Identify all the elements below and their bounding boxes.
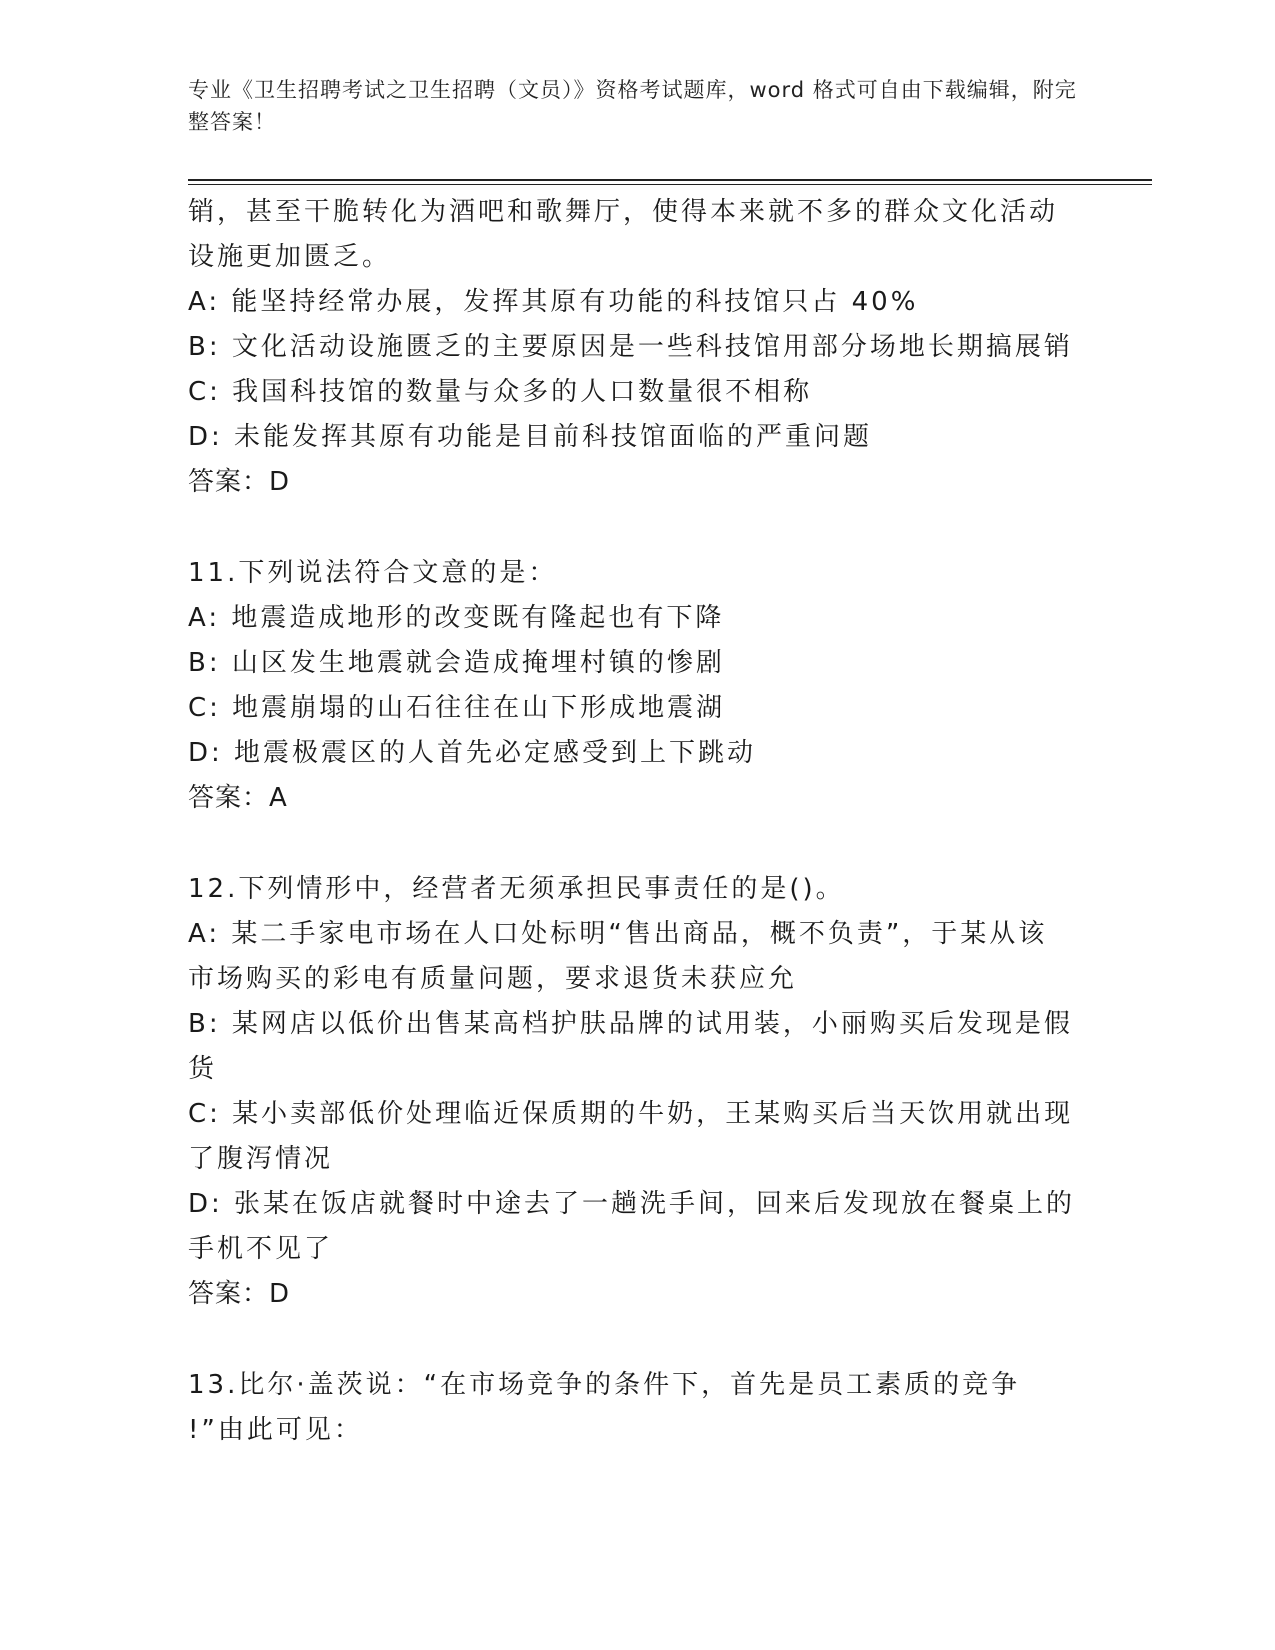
option-d: D: 未能发挥其原有功能是目前科技馆面临的严重问题 [188,422,873,452]
option-c: C: 某小卖部低价处理临近保质期的牛奶，王某购买后当天饮用就出现 [188,1099,1074,1129]
spacer [188,1317,1078,1363]
answer: 答案：D [188,467,291,497]
option-a: A: 能坚持经常办展，发挥其原有功能的科技馆只占 40% [188,287,919,317]
question-stem: 12.下列情形中，经营者无须承担民事责任的是()。 [188,874,845,904]
answer: 答案：A [188,783,288,813]
question-13 [188,1363,1078,1453]
spacer [188,821,1078,867]
question-stem: 13.比尔·盖茨说：“在市场竞争的条件下，首先是员工素质的竞争 [188,1370,1021,1400]
question-10-continuation [188,190,1078,505]
option-a: A: 某二手家电市场在人口处标明“售出商品，概不负责”，于某从该 [188,919,1048,949]
option-d: D: 地震极震区的人首先必定感受到上下跳动 [188,738,757,768]
question-11 [188,551,1078,821]
header-divider-thick [188,179,1152,181]
question-stem-cont: !”由此可见： [188,1415,363,1445]
option-d: D: 张某在饭店就餐时中途去了一趟洗手间，回来后发现放在餐桌上的 [188,1189,1076,1219]
option-d-cont: 手机不见了 [188,1234,334,1264]
stem-line: 销，甚至干脆转化为酒吧和歌舞厅，使得本来就不多的群众文化活动 [188,197,1059,227]
option-c-cont: 了腹泻情况 [188,1144,334,1174]
question-stem: 11.下列说法符合文意的是： [188,558,558,588]
option-c: C: 地震崩塌的山石往往在山下形成地震湖 [188,693,726,723]
option-b: B: 山区发生地震就会造成掩埋村镇的惨剧 [188,648,725,678]
header-divider-thin [188,184,1152,185]
document-body [188,190,1078,1453]
option-a-cont: 市场购买的彩电有质量问题，要求退货未获应允 [188,964,798,994]
option-c: C: 我国科技馆的数量与众多的人口数量很不相称 [188,377,813,407]
answer: 答案：D [188,1279,291,1309]
header-text: 专业《卫生招聘考试之卫生招聘（文员）》资格考试题库，word 格式可自由下载编辑，附完整答案！ [188,78,1077,134]
spacer [188,505,1078,551]
option-b: B: 某网店以低价出售某高档护肤品牌的试用装，小丽购买后发现是假 [188,1009,1073,1039]
stem-line: 设施更加匮乏。 [188,242,392,272]
option-a: A: 地震造成地形的改变既有隆起也有下降 [188,603,725,633]
question-12 [188,867,1078,1317]
document-header [188,74,1088,138]
option-b-cont: 货 [188,1054,218,1084]
option-b: B: 文化活动设施匮乏的主要原因是一些科技馆用部分场地长期搞展销 [188,332,1073,362]
